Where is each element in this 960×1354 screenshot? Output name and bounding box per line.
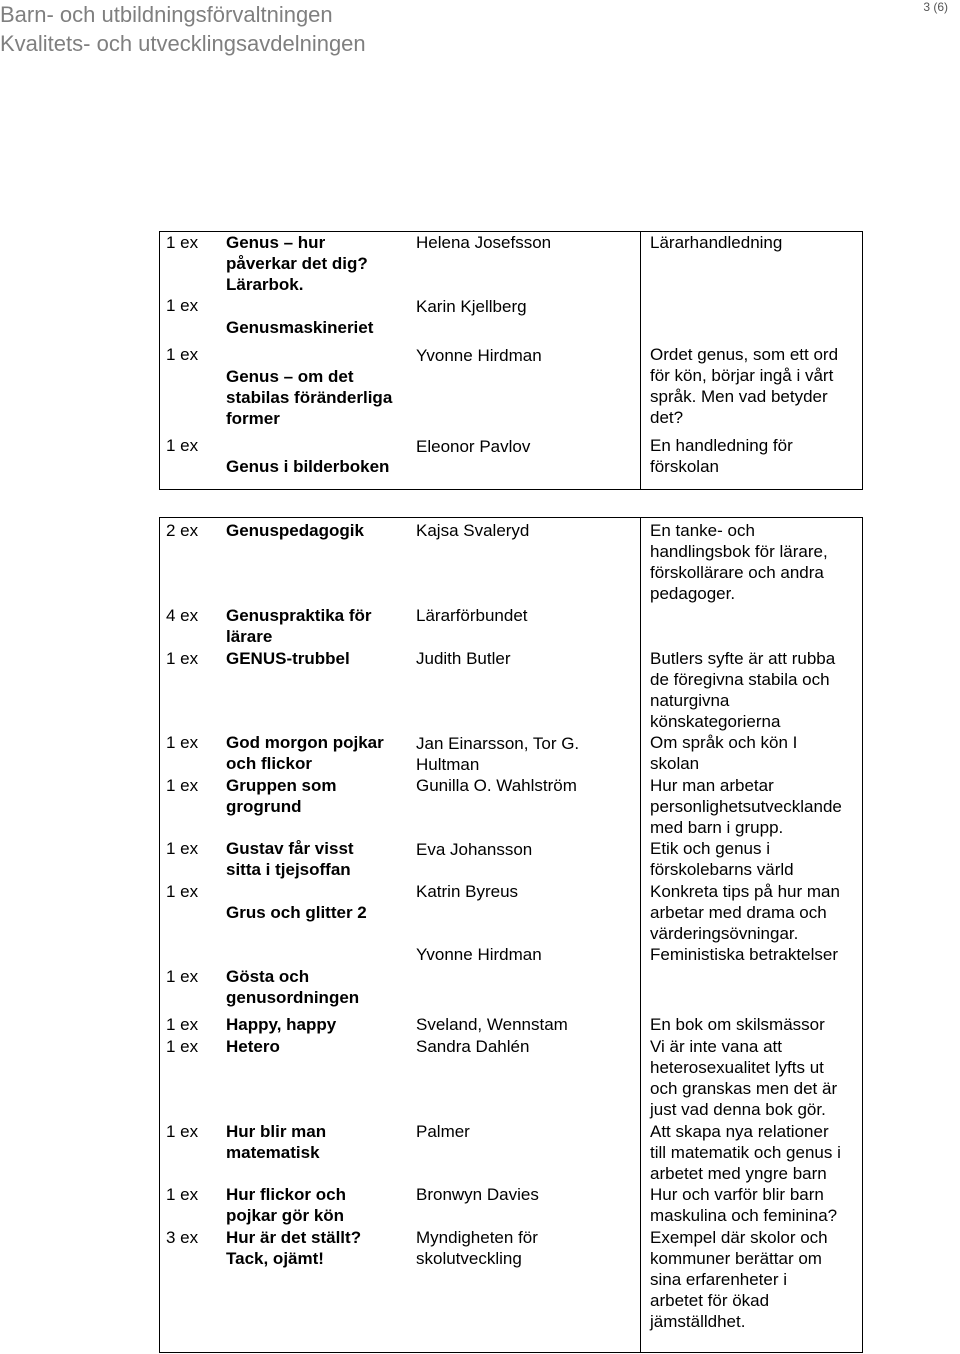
description-cell: En handledning för förskolan [650, 436, 793, 476]
book-title-cell: Gustav får visst sitta i tjejsoffan [226, 839, 354, 879]
description-cell: Vi är inte vana att heterosexualitet lyfts ut och granskas men det är just vad denna bok gör. [650, 1037, 838, 1119]
author-cell: Bronwyn Davies [416, 1185, 539, 1204]
quantity-cell: 1 ex [166, 296, 199, 315]
author-cell: Lärarförbundet [416, 606, 528, 625]
description-cell: Om språk och kön I skolan [650, 733, 798, 773]
author-cell: Katrin Byreus [416, 882, 519, 901]
author-cell: Helena Josefsson [416, 233, 552, 252]
book-title-cell: Grus och glitter 2 [226, 903, 367, 922]
quantity-cell: 1 ex [166, 1015, 199, 1034]
column-divider [640, 232, 641, 489]
author-cell: Eleonor Pavlov [416, 437, 531, 456]
book-title-cell: Genus – hur påverkar det dig? Lärarbok. [226, 233, 368, 294]
book-title-cell: GENUS-trubbel [226, 649, 350, 668]
author-cell: Sandra Dahlén [416, 1037, 530, 1056]
author-cell: Karin Kjellberg [416, 297, 527, 316]
page-number: 3 (6) [923, 0, 948, 14]
quantity-cell: 1 ex [166, 233, 199, 252]
book-title-cell: Hur blir man matematisk [226, 1122, 327, 1162]
quantity-cell: 1 ex [166, 436, 199, 455]
description-cell: Hur man arbetar personlighetsutvecklande med barn i grupp. [650, 776, 842, 837]
quantity-cell: 1 ex [166, 776, 199, 795]
description-cell: Butlers syfte är att rubba de föregivna stabila och naturgivna könskategorierna [650, 649, 836, 731]
description-cell: En bok om skilsmässor [650, 1015, 825, 1034]
book-title-cell: God morgon pojkar och flickor [226, 733, 384, 773]
description-cell: Exempel där skolor och kommuner berättar om sina erfarenheter i arbetet för ökad jämställdhet. [650, 1228, 828, 1331]
book-title-cell: Genuspedagogik [226, 521, 364, 540]
book-title-cell: Genus i bilderboken [226, 457, 390, 476]
description-cell: Hur och varför blir barn maskulina och feminina? [650, 1185, 838, 1225]
author-cell: Kajsa Svaleryd [416, 521, 530, 540]
quantity-cell: 3 ex [166, 1228, 199, 1247]
book-title-cell: Hur är det ställt? Tack, ojämt! [226, 1228, 362, 1268]
author-cell: Yvonne Hirdman [416, 945, 542, 964]
quantity-cell: 1 ex [166, 345, 199, 364]
book-title-cell: Genus – om det stabilas föränderliga former [226, 367, 393, 428]
author-cell: Judith Butler [416, 649, 511, 668]
quantity-cell: 2 ex [166, 521, 199, 540]
author-cell: Myndigheten för skolutveckling [416, 1228, 538, 1268]
book-title-cell: Hur flickor och pojkar gör kön [226, 1185, 346, 1225]
quantity-cell: 1 ex [166, 839, 199, 858]
quantity-cell: 1 ex [166, 967, 199, 986]
author-cell: Sveland, Wennstam [416, 1015, 568, 1034]
book-title-cell: Gösta och genusordningen [226, 967, 360, 1007]
book-title-cell: Genuspraktika för lärare [226, 606, 372, 646]
header-department: Barn- och utbildningsförvaltningen [0, 2, 333, 27]
description-cell: Lärarhandledning [650, 233, 783, 252]
quantity-cell: 1 ex [166, 733, 199, 752]
description-cell: Konkreta tips på hur man arbetar med drama och värderingsövningar. [650, 882, 840, 943]
author-cell: Palmer [416, 1122, 470, 1141]
description-cell: Feministiska betraktelser [650, 945, 839, 964]
quantity-cell: 1 ex [166, 649, 199, 668]
author-cell: Yvonne Hirdman [416, 346, 542, 365]
description-cell: Ordet genus, som ett ord för kön, börjar ingå i vårt språk. Men vad betyder det? [650, 345, 839, 427]
book-title-cell: Gruppen som grogrund [226, 776, 337, 816]
description-cell: En tanke- och handlingsbok för lärare, förskollärare och andra pedagoger. [650, 521, 828, 603]
author-cell: Jan Einarsson, Tor G. Hultman [416, 734, 580, 774]
author-cell: Gunilla O. Wahlström [416, 776, 577, 795]
description-cell: Att skapa nya relationer till matematik och genus i arbetet med yngre barn [650, 1122, 841, 1183]
description-cell: Etik och genus i förskolebarns värld [650, 839, 794, 879]
quantity-cell: 4 ex [166, 606, 199, 625]
column-divider [640, 518, 641, 1352]
header-unit: Kvalitets- och utvecklingsavdelningen [0, 31, 366, 56]
author-cell: Eva Johansson [416, 840, 533, 859]
quantity-cell: 1 ex [166, 1122, 199, 1141]
quantity-cell: 1 ex [166, 882, 199, 901]
book-title-cell: Genusmaskineriet [226, 318, 374, 337]
book-title-cell: Happy, happy [226, 1015, 337, 1034]
quantity-cell: 1 ex [166, 1185, 199, 1204]
quantity-cell: 1 ex [166, 1037, 199, 1056]
book-title-cell: Hetero [226, 1037, 280, 1056]
